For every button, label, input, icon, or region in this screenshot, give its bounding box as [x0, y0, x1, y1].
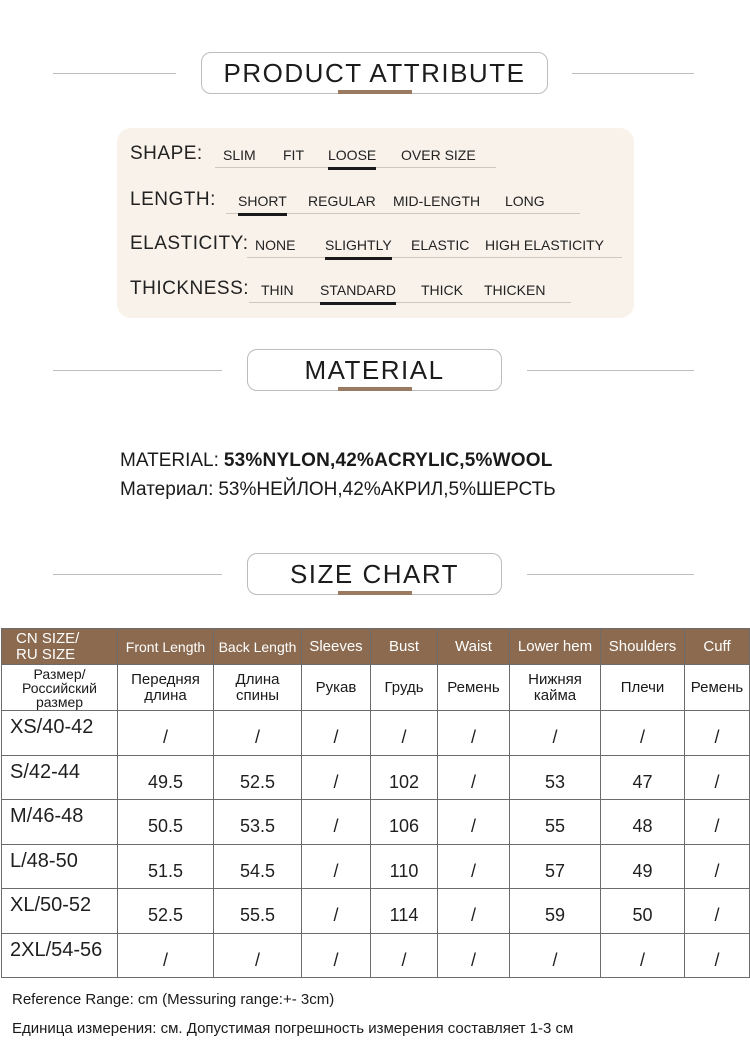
- col-header-ru-line1: Плечи: [620, 678, 665, 696]
- col-header-ru: [371, 665, 438, 711]
- size-cell: M/46-48: [2, 800, 118, 845]
- measurement-cell: /: [302, 755, 371, 800]
- attr-line: [247, 257, 622, 258]
- measurement-cell: /: [214, 933, 302, 978]
- col-header-lower-hem: Lower hem: [510, 629, 601, 665]
- measurement-cell: /: [118, 711, 214, 756]
- attr-row-shape: [117, 143, 634, 173]
- attr-option-selected: STANDARD: [320, 282, 396, 298]
- attribute-panel: [117, 128, 634, 318]
- attr-option: THICKEN: [484, 282, 546, 298]
- material-title: [247, 349, 502, 391]
- col-header-ru-size-line2: Российский: [22, 679, 97, 696]
- measurement-cell: 57: [510, 844, 601, 889]
- measurement-cell: /: [510, 711, 601, 756]
- divider-right: [527, 574, 694, 575]
- attr-row-elasticity: [117, 233, 634, 263]
- measurement-cell: /: [685, 711, 750, 756]
- measurement-cell: /: [685, 933, 750, 978]
- attr-line: [249, 302, 571, 303]
- table-row: [2, 755, 750, 800]
- attr-option: OVER SIZE: [401, 147, 476, 163]
- measurement-cell: /: [601, 711, 685, 756]
- attr-option: HIGH ELASTICITY: [485, 237, 605, 253]
- measurement-cell: 53: [510, 755, 601, 800]
- attr-label-shape: SHAPE:: [130, 143, 203, 164]
- divider-right: [572, 73, 694, 74]
- col-header-ru-line2: спины: [235, 686, 280, 704]
- col-header-ru: [438, 665, 510, 711]
- measurement-cell: /: [685, 755, 750, 800]
- material-ru-value: 53%НЕЙЛОН,42%АКРИЛ,5%ШЕРСТЬ: [218, 479, 556, 500]
- attr-option: FIT: [283, 147, 304, 163]
- size-cell: XL/50-52: [2, 889, 118, 934]
- measurement-cell: /: [371, 933, 438, 978]
- divider-left: [53, 370, 222, 371]
- material-title-text: MATERIAL: [304, 354, 445, 385]
- col-header-ru: [214, 665, 302, 711]
- attr-label-elasticity: ELASTICITY:: [130, 233, 249, 254]
- col-header-ru: [601, 665, 685, 711]
- attr-label-thickness: THICKNESS:: [130, 278, 250, 299]
- table-header-en: [2, 629, 750, 665]
- attr-option: THICK: [421, 282, 463, 298]
- attr-option: LONG: [505, 193, 545, 209]
- measurement-cell: /: [438, 711, 510, 756]
- table-row: [2, 933, 750, 978]
- size-cell: 2XL/54-56: [2, 933, 118, 978]
- measurement-cell: 110: [371, 844, 438, 889]
- measurement-cell: 54.5: [214, 844, 302, 889]
- col-header-ru-line1: Нижняя: [528, 670, 582, 688]
- product-attribute-title-text: PRODUCT ATTRIBUTE: [223, 57, 526, 88]
- size-chart-title-text: SIZE CHART: [289, 558, 460, 589]
- col-header-bust: Bust: [371, 629, 438, 665]
- table-row: [2, 711, 750, 756]
- divider-right: [527, 370, 694, 371]
- measurement-cell: /: [510, 933, 601, 978]
- size-cell: S/42-44: [2, 755, 118, 800]
- table-row: [2, 800, 750, 845]
- material-ru-label: Материал:: [120, 479, 214, 500]
- measurement-cell: /: [302, 711, 371, 756]
- attr-option: REGULAR: [308, 193, 376, 209]
- table-header-ru: [2, 665, 750, 711]
- col-header-ru-size-line1: Размер/: [33, 665, 86, 682]
- attr-option-selected: LOOSE: [328, 147, 377, 163]
- measurement-cell: /: [685, 844, 750, 889]
- title-underbar: [338, 591, 412, 595]
- measurement-cell: /: [438, 844, 510, 889]
- measurement-cell: 48: [601, 800, 685, 845]
- product-attribute-title: [201, 52, 548, 94]
- measurement-cell: 50.5: [118, 800, 214, 845]
- size-chart-table: [1, 628, 750, 978]
- measurement-cell: 52.5: [118, 889, 214, 934]
- col-header-ru-line1: Рукав: [315, 678, 357, 696]
- attr-option-selected: SHORT: [238, 193, 287, 209]
- measurement-cell: /: [438, 933, 510, 978]
- measurement-cell: 49: [601, 844, 685, 889]
- col-header-ru-line1: Грудь: [384, 678, 424, 696]
- reference-note-en: Reference Range: cm (Messuring range:+- 3cm): [12, 991, 335, 1008]
- attr-option: NONE: [255, 237, 296, 253]
- measurement-cell: /: [302, 844, 371, 889]
- table-row: [2, 889, 750, 934]
- attr-label-length: LENGTH:: [130, 189, 216, 210]
- measurement-cell: /: [302, 889, 371, 934]
- table-body: [2, 711, 750, 978]
- col-header-sleeves: Sleeves: [302, 629, 371, 665]
- divider-left: [53, 574, 222, 575]
- col-header-ru-size-line3: размер: [35, 693, 84, 710]
- size-cell: L/48-50: [2, 844, 118, 889]
- material-ru: [120, 479, 556, 501]
- col-header-ru-line2: кайма: [533, 686, 577, 704]
- measurement-cell: /: [601, 933, 685, 978]
- col-header-ru-line1: Передняя: [131, 670, 200, 688]
- measurement-cell: /: [438, 800, 510, 845]
- col-header-ru-line2: длина: [144, 686, 187, 704]
- reference-note-ru: Единица измерения: см. Допустимая погрешность измерения составляет 1-3 см: [12, 1020, 574, 1037]
- col-header-ru: [510, 665, 601, 711]
- col-header-size-line2: RU SIZE: [16, 645, 76, 663]
- measurement-cell: /: [302, 800, 371, 845]
- attr-option: SLIM: [223, 147, 256, 163]
- col-header-back-length: Back Length: [214, 629, 302, 665]
- measurement-cell: 51.5: [118, 844, 214, 889]
- col-header-ru: [685, 665, 750, 711]
- col-header-ru: [302, 665, 371, 711]
- material-en-label: MATERIAL:: [120, 450, 219, 471]
- col-header-waist: Waist: [438, 629, 510, 665]
- measurement-cell: 102: [371, 755, 438, 800]
- col-header-ru-line1: Ремень: [447, 678, 500, 696]
- measurement-cell: 59: [510, 889, 601, 934]
- measurement-cell: /: [214, 711, 302, 756]
- measurement-cell: 50: [601, 889, 685, 934]
- attr-option: THIN: [261, 282, 294, 298]
- col-header-cuff: Cuff: [685, 629, 750, 665]
- attr-option: MID-LENGTH: [393, 193, 481, 209]
- col-header-size: [2, 629, 118, 665]
- size-chart-title: [247, 553, 502, 595]
- measurement-cell: 53.5: [214, 800, 302, 845]
- col-header-ru-line1: Длина: [235, 670, 280, 688]
- material-en: [120, 450, 553, 472]
- divider-left: [53, 73, 176, 74]
- material-en-value: 53%NYLON,42%ACRYLIC,5%WOOL: [223, 450, 553, 471]
- measurement-cell: 55.5: [214, 889, 302, 934]
- measurement-cell: /: [438, 889, 510, 934]
- measurement-cell: /: [302, 933, 371, 978]
- col-header-ru-line1: Ремень: [690, 678, 744, 696]
- col-header-ru-size: [2, 665, 118, 711]
- attr-option: ELASTIC: [411, 237, 470, 253]
- col-header-shoulders: Shoulders: [601, 629, 685, 665]
- col-header-ru: [118, 665, 214, 711]
- measurement-cell: 49.5: [118, 755, 214, 800]
- measurement-cell: /: [438, 755, 510, 800]
- measurement-cell: /: [371, 711, 438, 756]
- attr-option-selected: SLIGHTLY: [325, 237, 392, 253]
- title-underbar: [338, 90, 412, 94]
- title-underbar: [338, 387, 412, 391]
- col-header-size-line1: CN SIZE/: [16, 629, 80, 647]
- measurement-cell: 106: [371, 800, 438, 845]
- measurement-cell: /: [685, 889, 750, 934]
- measurement-cell: 52.5: [214, 755, 302, 800]
- table-row: [2, 844, 750, 889]
- measurement-cell: /: [118, 933, 214, 978]
- measurement-cell: /: [685, 800, 750, 845]
- measurement-cell: 55: [510, 800, 601, 845]
- measurement-cell: 114: [371, 889, 438, 934]
- size-cell: XS/40-42: [2, 711, 118, 756]
- attr-row-length: [117, 189, 634, 219]
- measurement-cell: 47: [601, 755, 685, 800]
- col-header-front-length: Front Length: [118, 629, 214, 665]
- attr-row-thickness: [117, 278, 634, 308]
